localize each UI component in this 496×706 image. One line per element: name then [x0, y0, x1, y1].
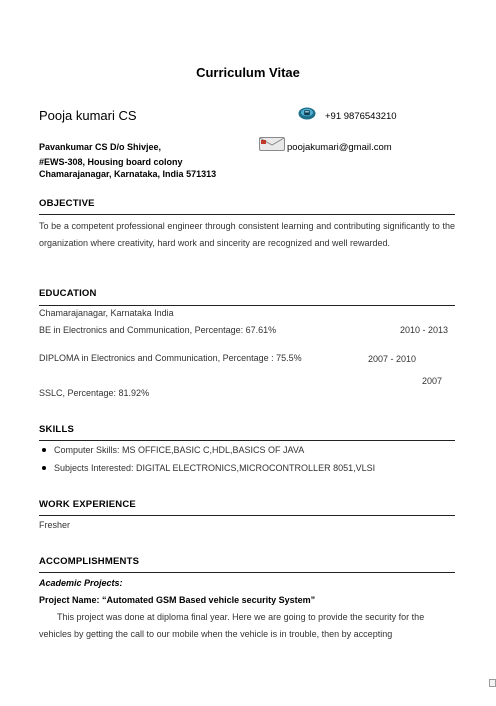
education-years-sslc: 2007 [422, 376, 443, 386]
objective-heading: OBJECTIVE [39, 198, 95, 209]
education-divider [39, 305, 455, 306]
skill-subjects: Subjects Interested: DIGITAL ELECTRONICS,MICROCONTROLLER 8051,VLSI [54, 463, 376, 473]
academic-projects-heading: Academic Projects: [39, 578, 123, 588]
address-line-1: Pavankumar CS D/o Shivjee, [39, 142, 162, 152]
email-address: poojakumari@gmail.com [287, 142, 392, 153]
education-entry-be: BE in Electronics and Communication, Percentage: 67.61% [39, 325, 277, 335]
list-item [39, 445, 304, 455]
address-line-3: Chamarajanagar, Karnataka, India 571313 [39, 169, 217, 179]
list-item [39, 463, 375, 473]
objective-divider [39, 214, 455, 215]
address-line-2: #EWS-308, Housing board colony [39, 157, 183, 167]
education-location: Chamarajanagar, Karnataka India [39, 308, 174, 318]
document-title: Curriculum Vitae [196, 65, 300, 80]
project-name-label: Project Name: [39, 595, 100, 605]
objective-text: To be a competent professional engineer through consistent learning and contributing significantly to the organization where creativity, hard work and sincerity are recognized and well rewarded. [39, 221, 455, 248]
education-years-be: 2010 - 2013 [400, 325, 449, 335]
bullet-icon [42, 448, 46, 452]
work-experience-heading: WORK EXPERIENCE [39, 499, 136, 510]
accomplishments-heading: ACCOMPLISHMENTS [39, 556, 140, 567]
phone-number: +91 9876543210 [325, 111, 397, 122]
education-entry-diploma: DIPLOMA in Electronics and Communication, Percentage : 75.5% [39, 353, 302, 363]
skills-divider [39, 440, 455, 441]
education-years-diploma: 2007 - 2010 [368, 354, 417, 364]
education-heading: EDUCATION [39, 288, 97, 299]
skill-computer: Computer Skills: MS OFFICE,BASIC C,HDL,BASICS OF JAVA [54, 445, 305, 455]
skills-heading: SKILLS [39, 424, 74, 435]
work-experience-divider [39, 515, 455, 516]
education-entry-sslc: SSLC, Percentage: 81.92% [39, 388, 150, 398]
candidate-name: Pooja kumari CS [39, 108, 137, 123]
project-description: This project was done at diploma final year. Here we are going to provide the security for the vehicles by getting the call to our mobile when the vehicle is in trouble, then by accepting [39, 612, 425, 639]
accomplishments-divider [39, 572, 455, 573]
bullet-icon [42, 466, 46, 470]
telephone-icon [298, 107, 316, 120]
work-experience-text: Fresher [39, 520, 71, 530]
project-name-value: “Automated GSM Based vehicle security System” [102, 595, 316, 605]
resize-handle[interactable] [489, 679, 496, 687]
envelope-icon [259, 137, 285, 151]
project-name-line [39, 595, 315, 605]
